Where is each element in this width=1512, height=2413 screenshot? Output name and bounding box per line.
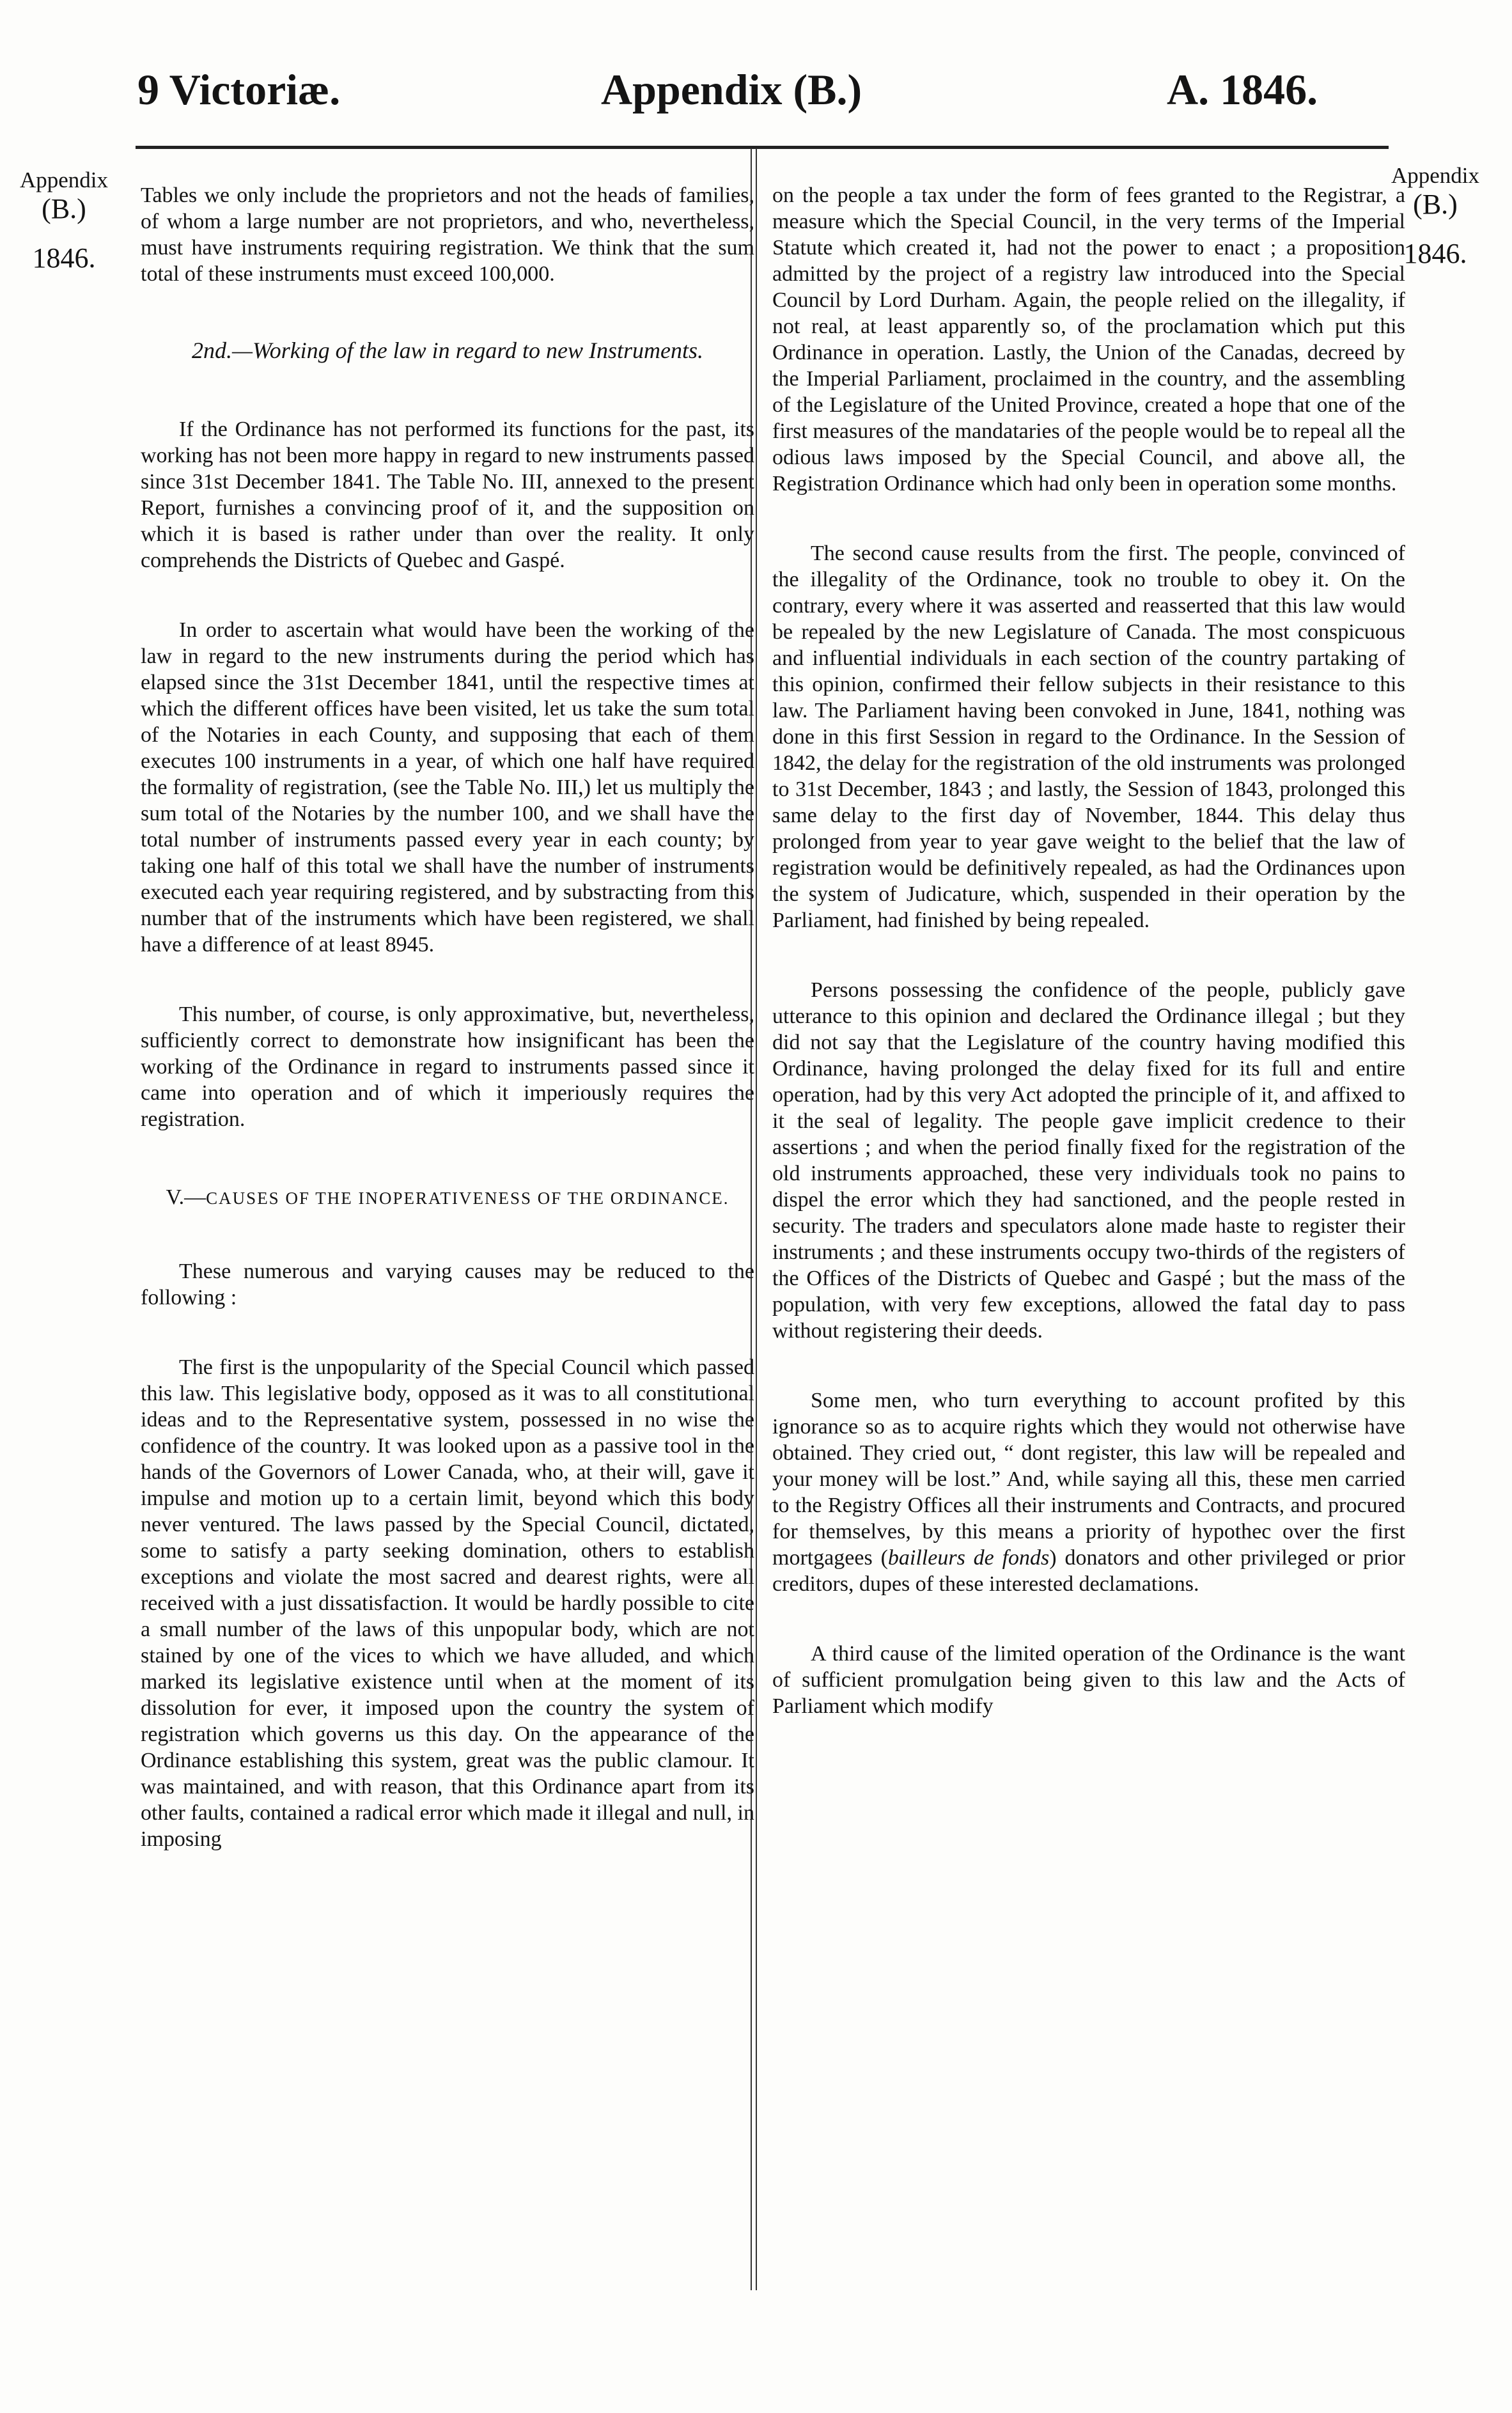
section-heading-caps bbox=[141, 1176, 754, 1220]
paragraph: Tables we only include the proprietors and not the heads of families, of whom a large number are not proprietors, and who, nevertheless, must have instruments requiring registration. We think that the sum total of these instruments must exceed 100,000. bbox=[141, 184, 754, 286]
paragraph-text: ) donators and other privileged or prior creditors, dupes of these interested declamations. bbox=[772, 1546, 1406, 1596]
left-column bbox=[141, 182, 754, 1896]
margin-year: 1846. bbox=[1403, 238, 1467, 269]
paragraph: These numerous and varying causes may be reduced to the following : bbox=[141, 1260, 754, 1309]
paragraph: If the Ordinance has not performed its functions for the past, its working has not been more happy in regard to new instruments passed since 31st December 1841. The Table No. III, annexed to the present Report, furnishes a convincing proof of it, and the supposition on which it is based is rather under than over the reality. It only comprehends the Districts of Quebec and Gaspé. bbox=[141, 418, 754, 572]
running-head bbox=[0, 61, 1512, 131]
italic-term: bailleurs de fonds bbox=[887, 1546, 1050, 1570]
right-column bbox=[772, 182, 1405, 1763]
margin-appendix-letter: (B.) bbox=[1413, 189, 1458, 220]
paragraph: A third cause of the limited operation of the Ordinance is the want of sufficient promulgation being given to this law and the Acts of Parliament which modify bbox=[772, 1642, 1405, 1718]
margin-year: 1846. bbox=[32, 242, 96, 274]
section-number: V.— bbox=[166, 1185, 207, 1209]
column-divider bbox=[756, 148, 757, 2290]
paragraph: The first is the unpopularity of the Special Council which passed this law. This legislative body, opposed as it was to all constitutional ideas and to the Representative system, possessed in no wise the confidence of the country. It was looked upon as a passive tool in the hands of the Governors of Lower Canada, who, at their will, gave it impulse and motion up to a certain limit, beyond which this body never ventured. The laws passed by the Special Council, dictated, some to satisfy a party seeking domination, others to establish exceptions and violate the most sacred and dearest rights, were all received with a just dissatisfaction. It would be hardly possible to cite a small number of the laws of this unpopular body, which are not stained by one of the vices to which we have alluded, and which marked its legislative existence until when at the moment of its dissolution for ever, it imposed upon the country the system of registration which governs us this day. On the appearance of the Ordinance establishing this system, great was the public clamour. It was maintained, and with reason, that this Ordinance apart from its other faults, contained a radical error which made it illegal and null, in imposing bbox=[141, 1355, 754, 1851]
paragraph: In order to ascertain what would have been the working of the law in regard to the new instruments during the period which has elapsed since the 31st December 1841, until the respective times at which the different offices have been visited, let us take the sum total of the Notaries in each County, and supposing that each of them executes 100 instruments in a year, of which one half have required the formality of registration, (see the Table No. III,) let us multiply the sum total of the Notaries by the number 100, and we shall have the total number of instruments passed every year in each county; by taking one half of this total we shall have the number of instruments executed each year requiring registered, and by substracting from this number that of the instruments which have been registered, we shall have a difference of at least 8945. bbox=[141, 618, 754, 957]
margin-appendix-label: Appendix bbox=[1391, 163, 1480, 188]
section-heading: 2nd.—Working of the law in regard to new Instruments. bbox=[192, 338, 703, 363]
paragraph bbox=[772, 1387, 1405, 1597]
paragraph: The second cause results from the first. The people, convinced of the illegality of the Ordinance, took no trouble to obey it. On the contrary, every where it was asserted and reasserted that this law would be repealed by the new Legislature of Canada. The most conspicuous and influential individuals in each section of the country partaking of this opinion, confirmed their fellow subjects in their resistance to this law. The Parliament having been convoked in June, 1841, nothing was done in this first Session in regard to the Ordinance. In the Session of 1842, the delay for the registration of the old instruments was prolonged to 31st December, 1843 ; and lastly, the Session of 1843, prolonged this same delay to the first day of November, 1844. This delay thus prolonged from year to year gave weight to the belief that the law of registration would be definitively repealed, as had the Ordinances upon the system of Judicature, which, suspended in their operation by the Parliament, had finished by being repealed. bbox=[772, 542, 1405, 932]
paragraph: Persons possessing the confidence of the people, publicly gave utterance to this opinion and declared the Ordinance illegal ; but they did not say that the Legislature of the country having modified this Ordinance, having prolonged the delay fixed for its full and entire operation, had by this very Act adopted the principle of it, and affixed to it the seal of legality. The people gave implicit credence to their assertions ; and when the period finally fixed for the registration of the old instruments approached, these very individuals took no pains to dispel the error which they had sanctioned, and the people rested in security. The traders and speculators alone made haste to register their instruments ; and these instruments occupy two-thirds of the registers of the Offices of the Districts of Quebec and Gaspé ; but the mass of the population, with very few exceptions, allowed the fatal day to pass without registering their deeds. bbox=[772, 978, 1405, 1343]
paragraph: This number, of course, is only approximative, but, nevertheless, sufficiently correct to demonstrate how insignificant has been the working of the Ordinance in regard to instruments passed since it came into operation and of which it imperiously requires the registration. bbox=[141, 1003, 754, 1131]
paragraph-text: Some men, who turn everything to account profited by this ignorance so as to acquire rights which they would not otherwise have obtained. They cried out, “ dont register, this law will be repealed and your money will be lost.” And, while saying all this, these men carried to the Registry Offices all their instruments and Contracts, and procured for themselves, by this means a priority of hypothec over the first mortgagees ( bbox=[772, 1389, 1405, 1570]
margin-appendix-label: Appendix bbox=[19, 168, 109, 192]
margin-appendix-letter: (B.) bbox=[42, 193, 86, 224]
header-year: A. 1846. bbox=[1167, 65, 1318, 114]
section-title: CAUSES OF THE INOPERATIVENESS OF THE ORDINANCE. bbox=[206, 1189, 729, 1208]
header-appendix-title: Appendix (B.) bbox=[601, 65, 862, 114]
paragraph: on the people a tax under the form of fees granted to the Registrar, a measure which the Special Council, in the very terms of the Imperial Statute which created it, had not the power to enact ; a proposition admitted by the project of a registry law introduced into the Special Council by Lord Durham. Again, the people relied on the illegality, if not real, at least apparently so, of the proclamation which put this Ordinance in operation. Lastly, the Union of the Canadas, decreed by the Imperial Parliament, proclaimed in the country, and the assembling of the Legislature of the United Province, created a hope that one of the first measures of the mandataries of the people would be to repeal all the odious laws imposed by the Special Council, and above all, the Registration Ordinance which had only been in operation some months. bbox=[772, 184, 1405, 496]
header-rule bbox=[136, 146, 1389, 149]
left-margin-note bbox=[6, 168, 121, 277]
header-regnal-year: 9 Victoriæ. bbox=[137, 65, 341, 114]
